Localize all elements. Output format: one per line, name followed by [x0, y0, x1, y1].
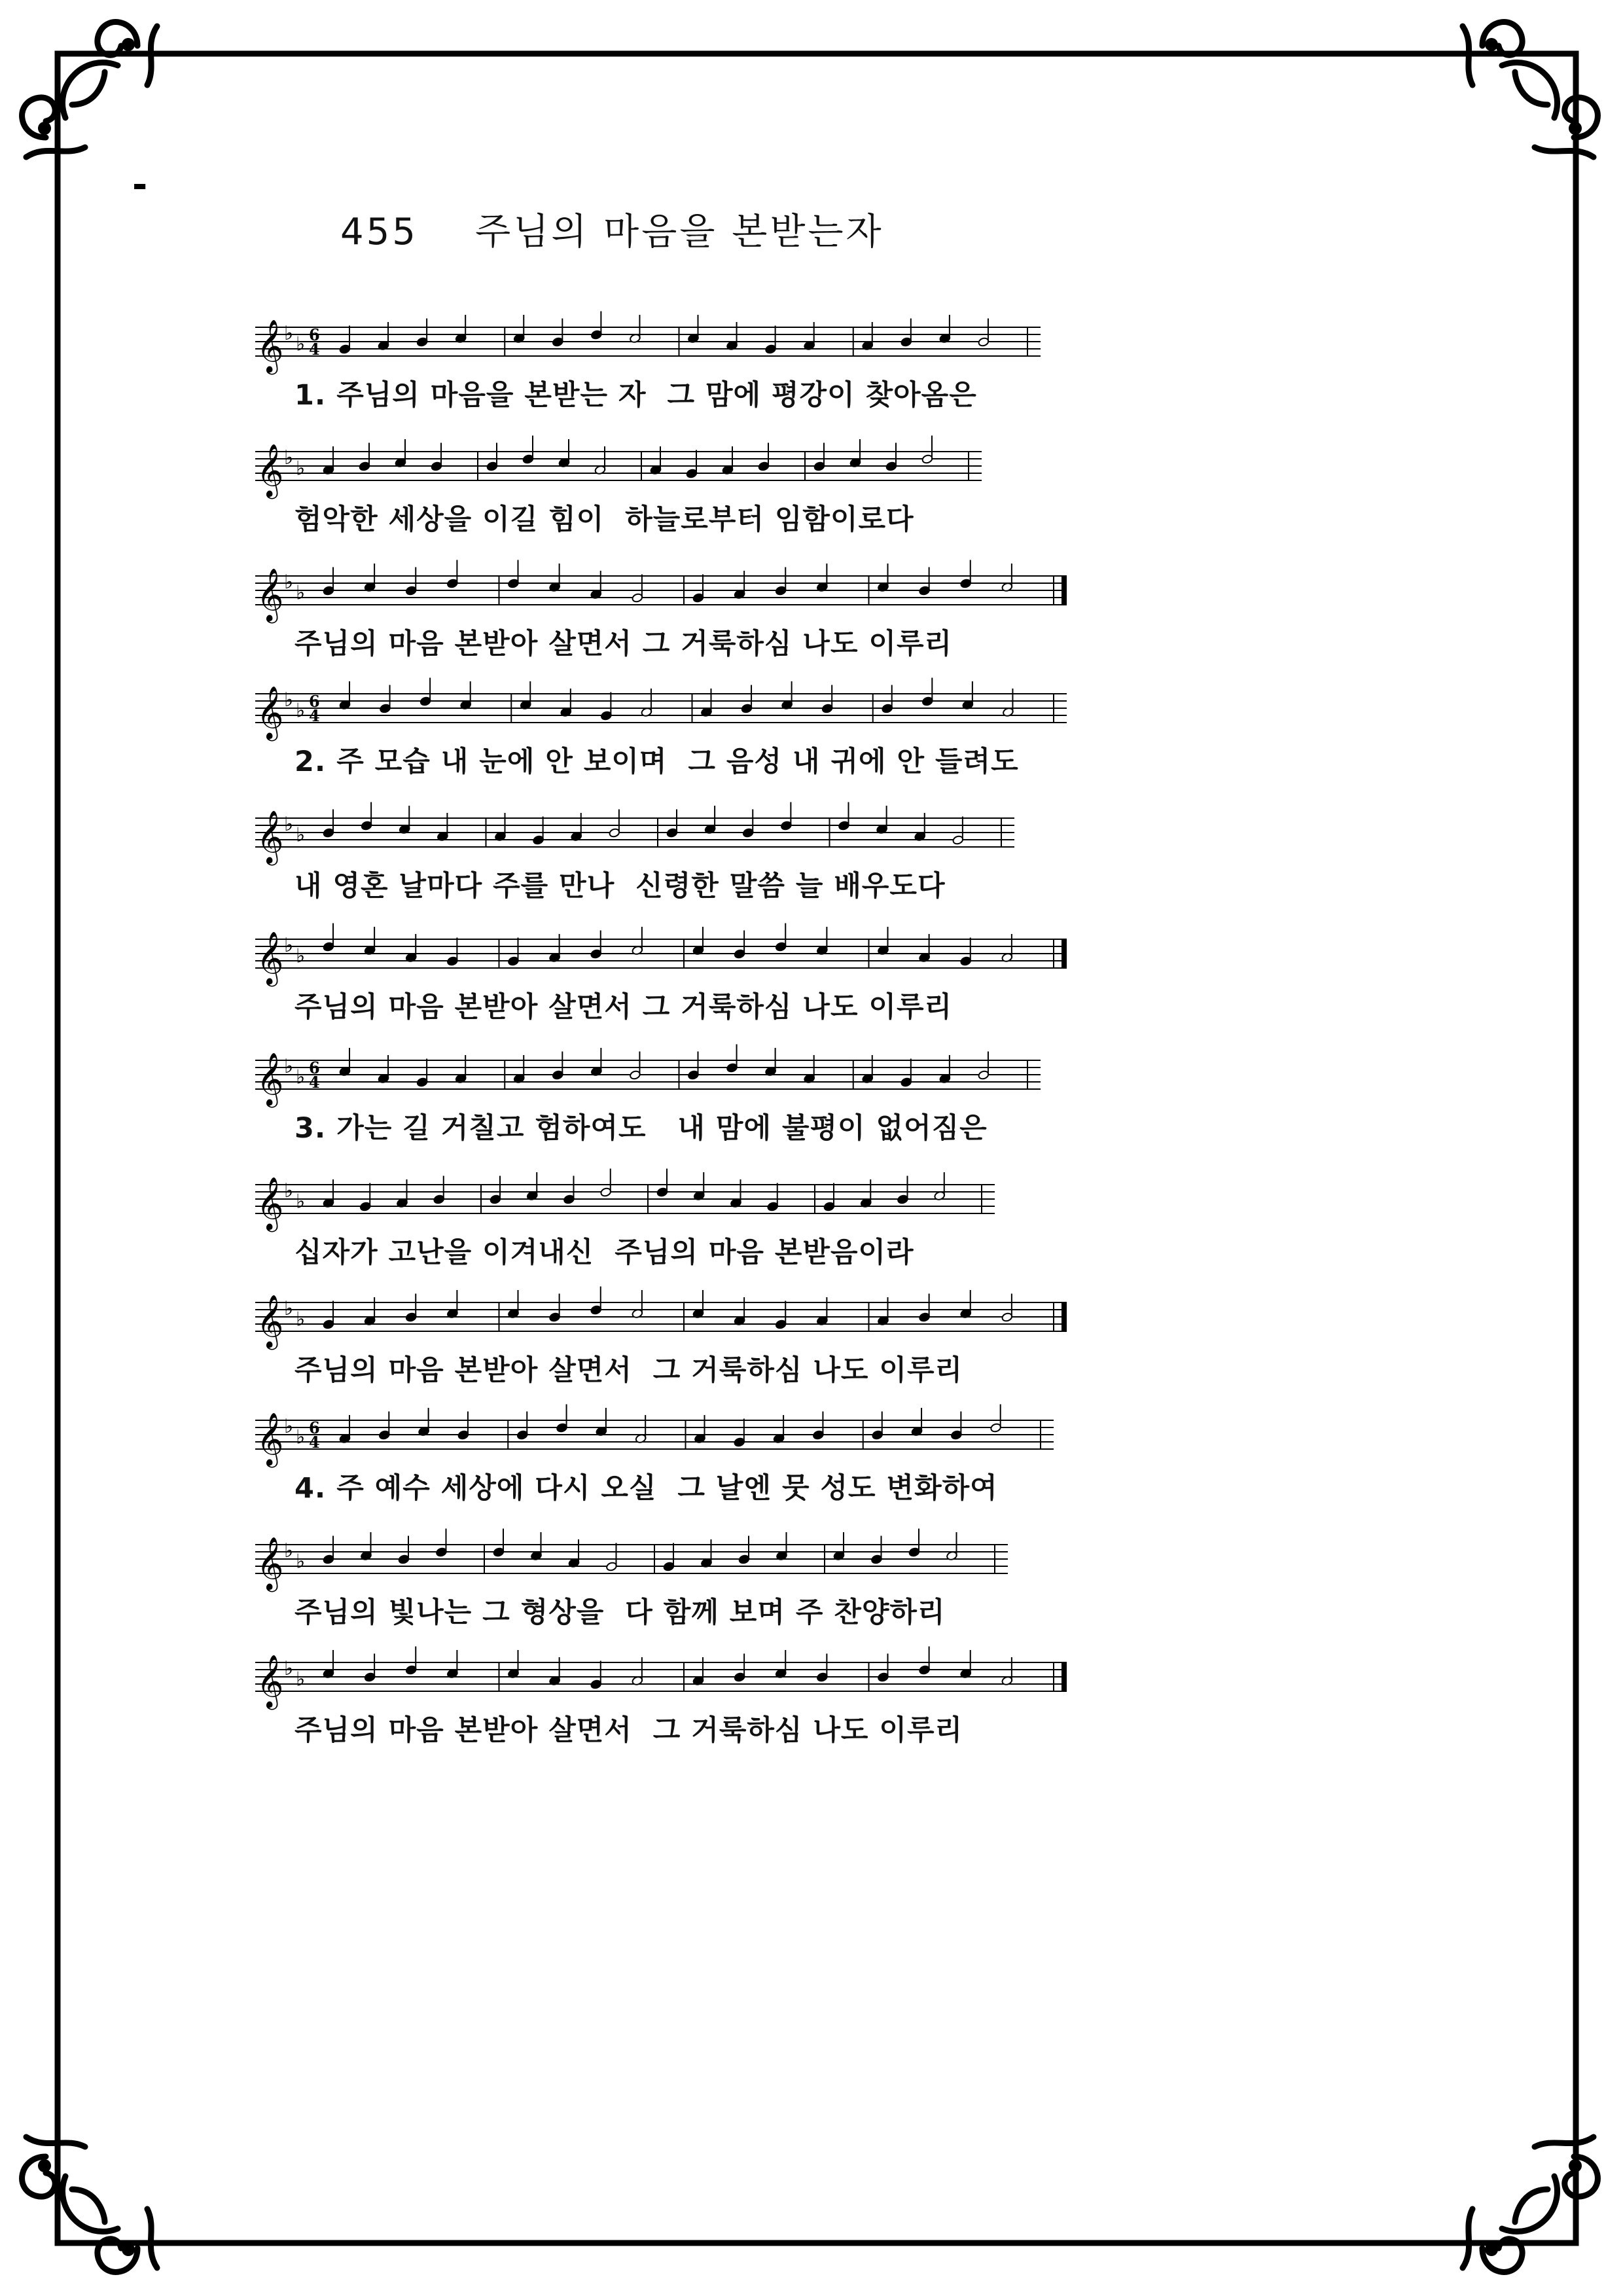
- flat-icon: ♭: [296, 1190, 306, 1213]
- music-staff: [255, 798, 1027, 870]
- lyric-line: 1. 주님의 마음을 본받는 자 그 맘에 평강이 찾아옴은: [294, 379, 977, 412]
- flat-icon: ♭: [296, 1668, 306, 1691]
- flat-icon: ♭: [284, 813, 294, 836]
- flat-icon: ♭: [296, 1426, 306, 1449]
- time-signature-top: 6: [309, 692, 320, 711]
- time-signature-top: 6: [309, 1058, 320, 1077]
- music-staff: [255, 556, 1080, 628]
- lyric-line: 내 영혼 날마다 주를 만나 신령한 말씀 늘 배우도다: [294, 870, 946, 903]
- treble-clef-icon: 𝄞: [257, 1412, 284, 1465]
- lyric-line: 주님의 마음 본받아 살면서 그 거룩하심 나도 이루리: [294, 628, 953, 660]
- music-staff: [255, 432, 995, 504]
- final-barline: [1061, 939, 1067, 968]
- music-staff: [255, 674, 1080, 746]
- lyric-line: 주님의 마음 본받아 살면서 그 거룩하심 나도 이루리: [294, 1714, 963, 1747]
- treble-clef-icon: 𝄞: [257, 567, 284, 621]
- treble-clef-icon: 𝄞: [257, 1176, 284, 1230]
- music-line: [255, 308, 1073, 412]
- flat-icon: ♭: [296, 944, 306, 968]
- flat-icon: ♭: [296, 823, 306, 847]
- music-line: [255, 1401, 1073, 1505]
- lyric-line: 주님의 마음 본받아 살면서 그 거룩하심 나도 이루리: [294, 991, 953, 1024]
- treble-clef-icon: 𝄞: [257, 1536, 284, 1590]
- hymn-title: [340, 203, 884, 255]
- corner-ornament-bottom-left: [7, 2117, 177, 2287]
- lyric-line: 4. 주 예수 세상에 다시 오실 그 날엔 뭇 성도 변화하여: [294, 1472, 998, 1505]
- flat-icon: ♭: [284, 446, 294, 469]
- flat-icon: ♭: [284, 1055, 294, 1078]
- final-barline: [1061, 576, 1067, 605]
- flat-icon: ♭: [296, 1308, 306, 1331]
- treble-clef-icon: 𝄞: [257, 1654, 284, 1708]
- time-signature-bottom: 4: [309, 340, 320, 359]
- lyric-line: 3. 가는 길 거칠고 험하여도 내 맘에 불평이 없어짐은: [294, 1112, 988, 1145]
- music-line: [255, 674, 1073, 778]
- final-barline: [1061, 1302, 1067, 1331]
- flat-icon: ♭: [296, 581, 306, 605]
- music-line: [255, 1643, 1073, 1747]
- treble-clef-icon: 𝄞: [257, 319, 284, 372]
- flat-icon: ♭: [296, 699, 306, 723]
- music-line: [255, 1041, 1073, 1145]
- flat-icon: ♭: [284, 934, 294, 957]
- flat-icon: ♭: [296, 332, 306, 356]
- flat-icon: ♭: [284, 1179, 294, 1202]
- music-line: [255, 556, 1073, 660]
- hymn-number: 455: [340, 211, 418, 253]
- lyric-line: 험악한 세상을 이길 힘이 하늘로부터 임함이로다: [294, 503, 914, 536]
- flat-icon: ♭: [284, 322, 294, 345]
- flat-icon: ♭: [284, 689, 294, 711]
- lyric-line: 주님의 빛나는 그 형상을 다 함께 보며 주 찬양하리: [294, 1596, 946, 1629]
- music-staff: [255, 1283, 1080, 1355]
- time-signature-top: 6: [309, 325, 320, 344]
- flat-icon: ♭: [296, 1550, 306, 1573]
- music-line: [255, 432, 1073, 536]
- corner-ornament-top-left: [7, 7, 177, 177]
- flat-icon: ♭: [296, 457, 306, 480]
- music-line: [255, 1283, 1073, 1387]
- time-signature-bottom: 4: [309, 706, 320, 725]
- flat-icon: ♭: [284, 571, 294, 594]
- music-staff: [255, 1041, 1054, 1113]
- treble-clef-icon: 𝄞: [257, 810, 284, 863]
- music-line: [255, 920, 1073, 1024]
- flat-icon: ♭: [296, 1066, 306, 1089]
- flat-icon: ♭: [284, 1297, 294, 1320]
- hymn-name: 주님의 마음을 본받는자: [475, 211, 884, 253]
- music-staff: [255, 308, 1054, 380]
- music-staff: [255, 1165, 1008, 1237]
- music-staff: [255, 1643, 1080, 1715]
- music-line: [255, 1165, 1073, 1269]
- flat-icon: ♭: [284, 1657, 294, 1680]
- music-line: [255, 798, 1073, 903]
- final-barline: [1061, 1662, 1067, 1691]
- flat-icon: ♭: [284, 1415, 294, 1438]
- lyric-line: 2. 주 모습 내 눈에 안 보이며 그 음성 내 귀에 안 들려도: [294, 745, 1019, 778]
- treble-clef-icon: 𝄞: [257, 685, 284, 739]
- music-staff: [255, 1401, 1067, 1473]
- music-staff: [255, 920, 1080, 992]
- lyric-line: 십자가 고난을 이겨내신 주님의 마음 본받음이라: [294, 1236, 914, 1269]
- flat-icon: ♭: [284, 1539, 294, 1562]
- treble-clef-icon: 𝄞: [257, 1294, 284, 1348]
- treble-clef-icon: 𝄞: [257, 443, 284, 497]
- treble-clef-icon: 𝄞: [257, 1052, 284, 1105]
- music-staff: [255, 1525, 1021, 1597]
- lyric-line: 주님의 마음 본받아 살면서 그 거룩하심 나도 이루리: [294, 1354, 963, 1387]
- time-signature-top: 6: [309, 1418, 320, 1437]
- stray-dash-mark: -: [132, 164, 148, 206]
- music-line: [255, 1525, 1073, 1629]
- time-signature-bottom: 4: [309, 1073, 320, 1092]
- corner-ornament-top-right: [1443, 7, 1613, 177]
- treble-clef-icon: 𝄞: [257, 931, 284, 984]
- corner-ornament-bottom-right: [1443, 2117, 1613, 2287]
- time-signature-bottom: 4: [309, 1433, 320, 1452]
